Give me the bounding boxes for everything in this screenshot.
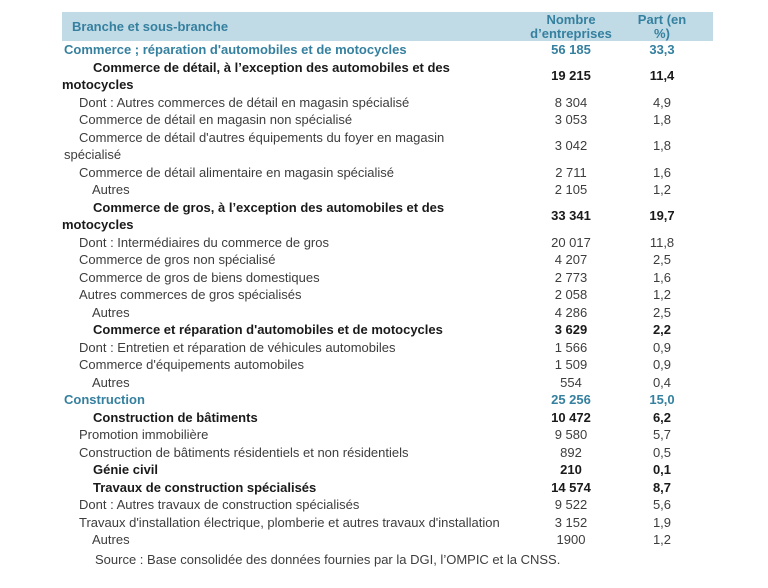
row-enterprise-count: 2 711 bbox=[555, 164, 587, 180]
table-row bbox=[62, 479, 713, 497]
table-row bbox=[62, 286, 713, 304]
row-label: Commerce ; réparation d'automobiles et de motocycles bbox=[64, 42, 407, 57]
row-label: Dont : Entretien et réparation de véhicules automobiles bbox=[79, 339, 396, 355]
row-enterprise-count: 2 773 bbox=[554, 269, 588, 285]
row-enterprise-count: 1 509 bbox=[554, 357, 588, 372]
row-label: Construction de bâtiments bbox=[93, 409, 258, 425]
table-row bbox=[62, 356, 713, 374]
row-share-percent: 0,9 bbox=[652, 357, 672, 372]
row-enterprise-count: 14 574 bbox=[551, 479, 591, 495]
row-label: Commerce de détail d'autres équipements du foyer en magasin spécialisé bbox=[64, 129, 445, 162]
table-row bbox=[62, 94, 713, 112]
table-row bbox=[62, 339, 713, 357]
table-row bbox=[62, 269, 713, 287]
row-share-percent: 2,5 bbox=[652, 252, 672, 267]
row-label: Commerce de détail, à l’exception des automobiles et des motocycles bbox=[62, 59, 450, 92]
row-enterprise-count: 1 566 bbox=[554, 339, 588, 355]
row-enterprise-count: 1900 bbox=[556, 532, 586, 547]
row-share-percent: 1,6 bbox=[652, 269, 672, 285]
row-enterprise-count: 3 053 bbox=[554, 112, 588, 127]
row-label: Promotion immobilière bbox=[79, 427, 209, 442]
row-enterprise-count: 3 152 bbox=[554, 514, 588, 530]
row-enterprise-count: 56 185 bbox=[551, 42, 591, 57]
row-enterprise-count: 554 bbox=[560, 374, 582, 390]
table-row bbox=[62, 199, 713, 234]
row-enterprise-count: 2 058 bbox=[554, 287, 588, 302]
header-share-percent-label: Part (en %) bbox=[637, 12, 687, 41]
row-label: Autres bbox=[92, 532, 130, 547]
table-row bbox=[62, 409, 713, 427]
row-share-percent: 1,2 bbox=[652, 182, 672, 197]
row-enterprise-count: 3 629 bbox=[554, 322, 588, 337]
row-share-percent: 1,8 bbox=[652, 138, 672, 154]
table-header-row bbox=[62, 12, 713, 41]
row-label: Commerce et réparation d'automobiles et de motocycles bbox=[93, 322, 443, 337]
row-share-percent: 11,4 bbox=[649, 68, 675, 84]
row-enterprise-count: 892 bbox=[560, 444, 582, 460]
row-enterprise-count: 20 017 bbox=[551, 234, 591, 250]
row-label: Commerce de détail en magasin non spécialisé bbox=[79, 112, 353, 127]
row-label: Travaux de construction spécialisés bbox=[93, 479, 317, 495]
header-enterprise-count-label: Nombre d’entreprises bbox=[530, 12, 612, 41]
row-enterprise-count: 210 bbox=[560, 462, 582, 477]
row-share-percent: 0,1 bbox=[652, 462, 672, 477]
row-enterprise-count: 9 580 bbox=[554, 427, 588, 442]
row-label: Autres commerces de gros spécialisés bbox=[79, 287, 302, 302]
table-row bbox=[62, 164, 713, 182]
row-enterprise-count: 9 522 bbox=[554, 497, 588, 512]
row-share-percent: 0,9 bbox=[652, 339, 672, 355]
row-share-percent: 0,4 bbox=[652, 374, 672, 390]
table-row bbox=[62, 304, 713, 322]
source-note: Source : Base consolidée des données fournies par la DGI, l’OMPIC et la CNSS. bbox=[95, 551, 561, 567]
row-label: Autres bbox=[92, 182, 130, 197]
table-body bbox=[62, 41, 713, 549]
table-row bbox=[62, 374, 713, 392]
row-label: Autres bbox=[92, 374, 130, 390]
table-row bbox=[62, 129, 713, 164]
table-row bbox=[62, 111, 713, 129]
row-share-percent: 1,9 bbox=[652, 514, 672, 530]
table-row bbox=[62, 514, 713, 532]
row-share-percent: 2,2 bbox=[652, 322, 672, 337]
row-label: Commerce d'équipements automobiles bbox=[79, 357, 305, 372]
row-share-percent: 2,5 bbox=[652, 304, 672, 320]
row-enterprise-count: 2 105 bbox=[554, 182, 588, 197]
row-enterprise-count: 33 341 bbox=[551, 208, 591, 224]
row-label: Dont : Autres travaux de construction spécialisés bbox=[79, 497, 360, 512]
row-label: Construction de bâtiments résidentiels et non résidentiels bbox=[79, 444, 409, 460]
table-row bbox=[62, 321, 713, 339]
row-share-percent: 1,2 bbox=[652, 287, 672, 302]
row-label: Dont : Intermédiaires du commerce de gros bbox=[79, 234, 329, 250]
row-enterprise-count: 4 207 bbox=[554, 252, 588, 267]
row-share-percent: 0,5 bbox=[652, 444, 672, 460]
row-enterprise-count: 10 472 bbox=[551, 409, 591, 425]
row-enterprise-count: 4 286 bbox=[554, 304, 588, 320]
row-share-percent: 5,7 bbox=[652, 427, 672, 442]
table-row bbox=[62, 41, 713, 59]
row-share-percent: 6,2 bbox=[652, 409, 672, 425]
row-label: Commerce de gros de biens domestiques bbox=[79, 269, 320, 285]
row-share-percent: 8,7 bbox=[652, 479, 672, 495]
row-share-percent: 19,7 bbox=[649, 208, 675, 224]
header-enterprise-count bbox=[529, 12, 613, 41]
row-label: Travaux d'installation électrique, plomberie et autres travaux d'installation bbox=[79, 514, 500, 530]
row-enterprise-count: 3 042 bbox=[554, 138, 588, 154]
table-row bbox=[62, 391, 713, 409]
row-label: Dont : Autres commerces de détail en magasin spécialisé bbox=[79, 94, 410, 110]
row-label: Construction bbox=[64, 392, 145, 407]
row-share-percent: 15,0 bbox=[649, 392, 675, 407]
row-label: Commerce de gros, à l’exception des automobiles et des motocycles bbox=[62, 199, 445, 232]
table-row bbox=[62, 461, 713, 479]
row-share-percent: 5,6 bbox=[652, 497, 672, 512]
table-row bbox=[62, 444, 713, 462]
row-share-percent: 1,8 bbox=[652, 112, 672, 127]
row-enterprise-count: 8 304 bbox=[554, 94, 588, 110]
row-share-percent: 1,2 bbox=[652, 532, 672, 547]
row-share-percent: 33,3 bbox=[649, 42, 675, 57]
row-enterprise-count: 19 215 bbox=[551, 68, 591, 84]
table-row bbox=[62, 251, 713, 269]
row-label: Commerce de détail alimentaire en magasin spécialisé bbox=[79, 164, 395, 180]
table-row bbox=[62, 181, 713, 199]
table-row bbox=[62, 426, 713, 444]
table-row bbox=[62, 531, 713, 549]
header-share-percent bbox=[620, 12, 704, 41]
row-label: Commerce de gros non spécialisé bbox=[79, 252, 276, 267]
row-share-percent: 1,6 bbox=[652, 164, 672, 180]
enterprises-by-branch-table bbox=[62, 12, 713, 568]
table-row bbox=[62, 496, 713, 514]
header-branch: Branche et sous-branche bbox=[72, 18, 229, 34]
row-enterprise-count: 25 256 bbox=[551, 392, 591, 407]
row-share-percent: 4,9 bbox=[652, 94, 672, 110]
row-share-percent: 11,8 bbox=[649, 234, 675, 250]
table-row bbox=[62, 234, 713, 252]
row-label: Génie civil bbox=[93, 462, 159, 477]
table-row bbox=[62, 59, 713, 94]
row-label: Autres bbox=[92, 304, 130, 320]
